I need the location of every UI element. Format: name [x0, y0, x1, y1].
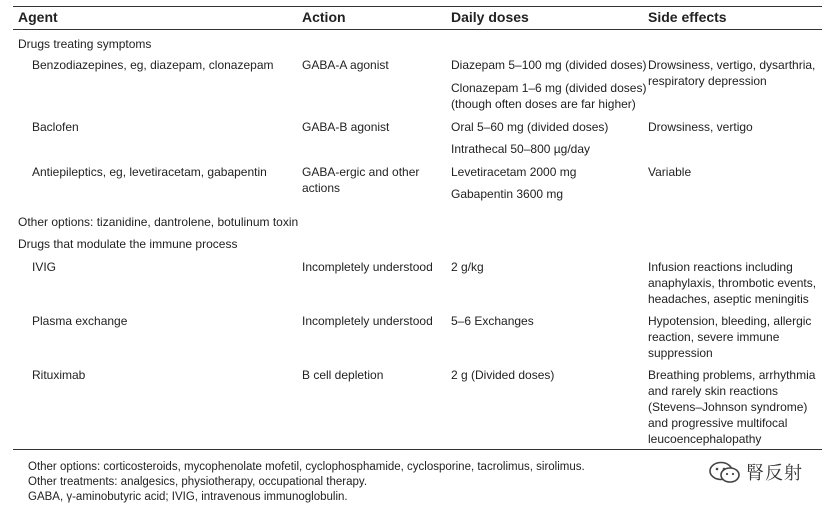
row-plasma-agent: Plasma exchange [32, 314, 128, 328]
row-rituximab-side-4: and progressive multifocal [648, 416, 788, 430]
row-rituximab-side-5: leucoencephalopathy [648, 432, 762, 446]
section-other-options-symptoms: Other options: tizanidine, dantrolene, botulinum toxin [18, 215, 299, 229]
watermark [708, 460, 820, 486]
row-antiepi-side-1: Variable [648, 165, 692, 179]
header-doses: Daily doses [451, 9, 529, 25]
row-benzo-side-2: respiratory depression [648, 74, 767, 88]
row-baclofen-action: GABA-B agonist [302, 120, 390, 134]
row-antiepi-dose-1: Levetiracetam 2000 mg [451, 165, 577, 179]
row-rituximab-action: B cell depletion [302, 368, 384, 382]
row-plasma-side-1: Hypotension, bleeding, allergic [648, 314, 812, 328]
row-rituximab-side-3: (Stevens–Johnson syndrome) [648, 400, 808, 414]
row-ivig-agent: IVIG [32, 260, 57, 274]
row-ivig-action: Incompletely understood [302, 260, 433, 274]
row-antiepi-action-2: actions [302, 181, 341, 195]
row-baclofen-dose-2: Intrathecal 50–800 µg/day [451, 142, 591, 156]
row-benzo-dose-2a: Clonazepam 1–6 mg (divided doses) [451, 81, 647, 95]
header-agent: Agent [18, 9, 58, 25]
table-bottom-rule [13, 449, 822, 450]
row-baclofen-agent: Baclofen [32, 120, 79, 134]
row-plasma-action: Incompletely understood [302, 314, 433, 328]
row-ivig-dose: 2 g/kg [451, 260, 484, 274]
row-rituximab-side-2: and rarely skin reactions [648, 384, 779, 398]
row-ivig-side-1: Infusion reactions including [648, 260, 793, 274]
row-baclofen-side-1: Drowsiness, vertigo [648, 120, 753, 134]
footnote-line-2: Other treatments: analgesics, physiotherapy, occupational therapy. [28, 476, 368, 488]
row-rituximab-agent: Rituximab [32, 368, 86, 382]
row-ivig-side-2: anaphylaxis, thrombotic events, [648, 276, 817, 290]
section-drugs-modulate-immune: Drugs that modulate the immune process [18, 237, 238, 251]
row-benzo-dose-1: Diazepam 5–100 mg (divided doses) [451, 58, 647, 72]
row-baclofen-dose-1: Oral 5–60 mg (divided doses) [451, 120, 609, 134]
row-antiepi-dose-2: Gabapentin 3600 mg [451, 187, 564, 201]
row-plasma-side-3: suppression [648, 346, 713, 360]
row-antiepi-action-1: GABA-ergic and other [302, 165, 420, 179]
row-benzo-dose-2b: (though often doses are far higher) [451, 97, 636, 111]
watermark-text: 腎反射 [746, 463, 803, 483]
row-rituximab-side-1: Breathing problems, arrhythmia [648, 368, 816, 382]
row-benzo-action: GABA-A agonist [302, 58, 389, 72]
footnote-line-3: GABA, γ-aminobutyric acid; IVIG, intravenous immunoglobulin. [28, 491, 348, 503]
header-side-effects: Side effects [648, 9, 727, 25]
footnote-line-1: Other options: corticosteroids, mycophenolate mofetil, cyclophosphamide, cyclosporine, tacrolimus, sirolimus. [28, 461, 585, 473]
row-plasma-side-2: reaction, severe immune [648, 330, 780, 344]
table-top-rule [13, 6, 822, 7]
section-drugs-treating-symptoms: Drugs treating symptoms [18, 37, 152, 51]
row-benzo-agent: Benzodiazepines, eg, diazepam, clonazepam [32, 58, 274, 72]
row-rituximab-dose: 2 g (Divided doses) [451, 368, 555, 382]
row-antiepi-agent: Antiepileptics, eg, levetiracetam, gabapentin [32, 165, 267, 179]
row-plasma-dose: 5–6 Exchanges [451, 314, 534, 328]
row-benzo-side-1: Drowsiness, vertigo, dysarthria, [648, 58, 816, 72]
wechat-icon [708, 461, 742, 485]
row-ivig-side-3: headaches, aseptic meningitis [648, 292, 809, 306]
header-action: Action [302, 9, 346, 25]
table-header-rule [13, 29, 822, 30]
